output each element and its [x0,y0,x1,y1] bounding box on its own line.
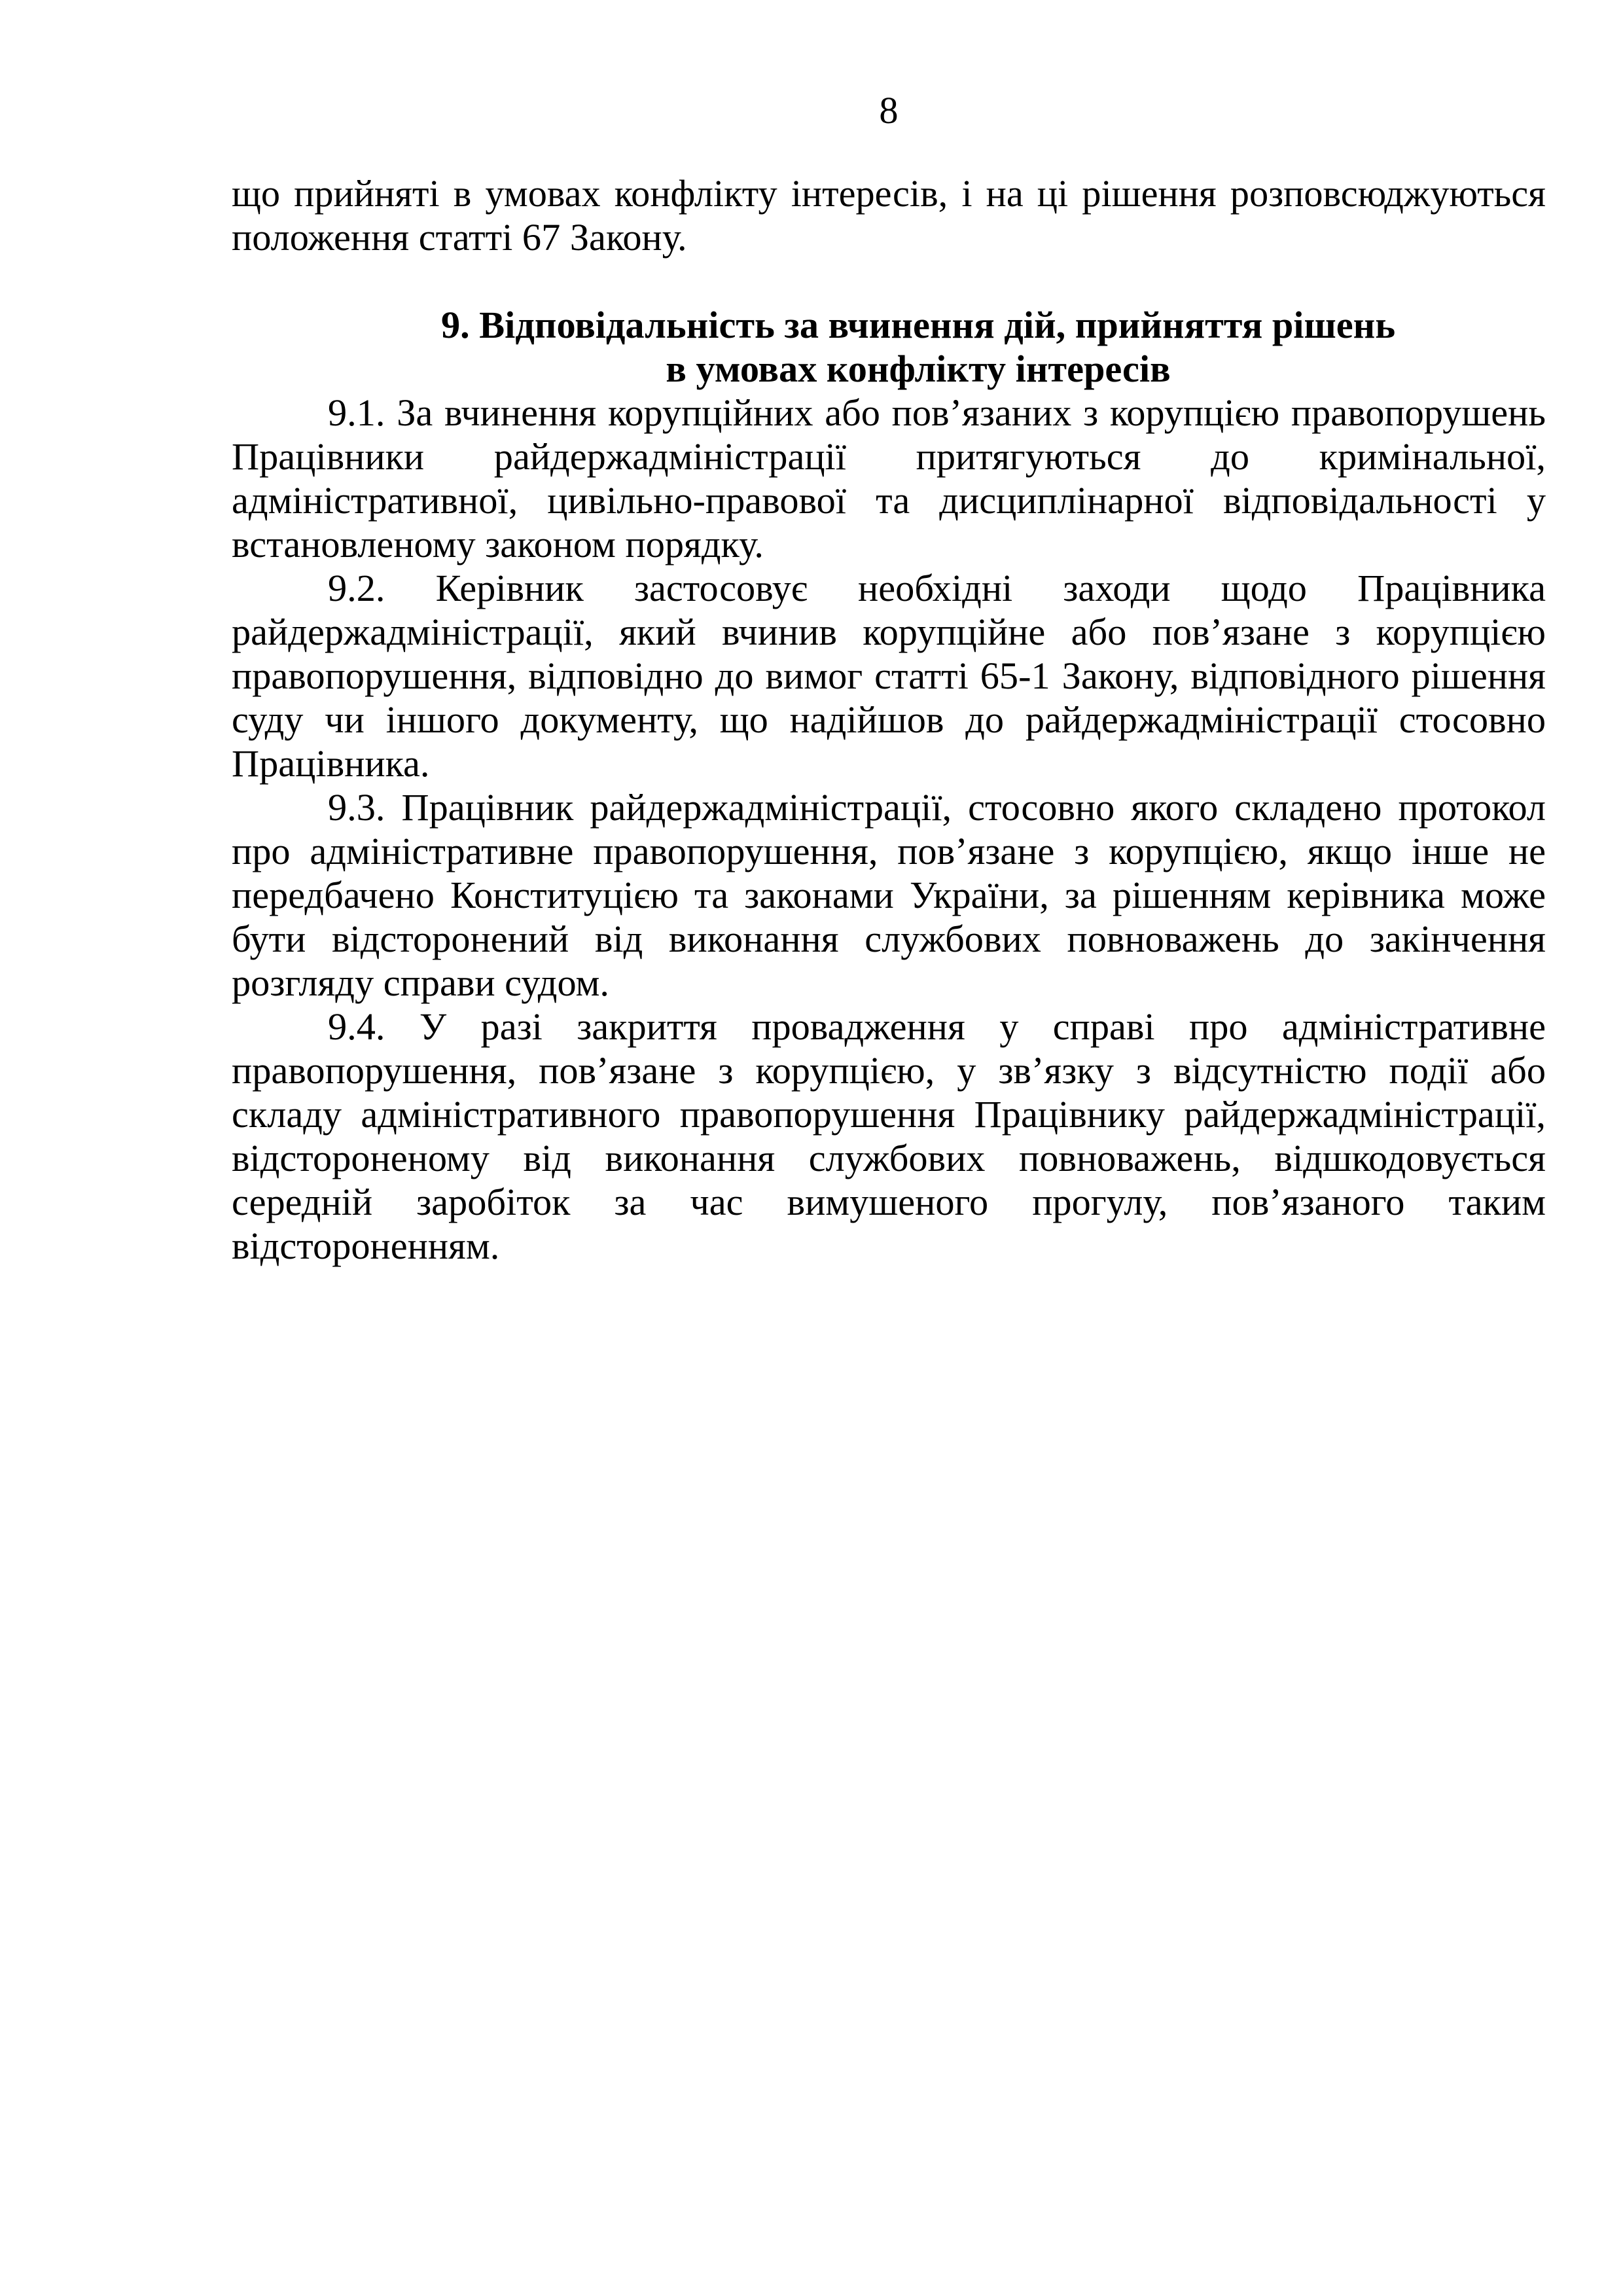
continuation-paragraph: що прийняті в умовах конфлікту інтересів, і на ці рішення розповсюджуються положення статті 67 Закону. [232,172,1546,259]
section-heading-line-1: 9. Відповідальність за вчинення дій, прийняття рішень [440,304,1396,346]
page-number: 8 [879,89,899,132]
paragraph-9-1: 9.1. За вчинення корупційних або пов’язаних з корупцією правопорушень Працівники райдержадміністрації притягуються до кримінальної, адміністративної, цивільно-правової та дисциплінарної відповідальності у встановленому законом порядку. [232,391,1546,565]
document-content [232,171,1546,1268]
section-heading [232,303,1546,391]
paragraph-9-3: 9.3. Працівник райдержадміністрації, стосовно якого складено протокол про адміністративне правопорушення, пов’язане з корупцією, якщо інше не передбачено Конституцією та законами України, за рішенням керівника може бути відсторонений від виконання службових повноважень до закінчення розгляду справи судом. [232,786,1546,1004]
paragraph-9-2: 9.2. Керівник застосовує необхідні заходи щодо Працівника райдержадміністрації, який вчинив корупційне або пов’язане з корупцією правопорушення, відповідно до вимог статті 65-1 Закону, відповідного рішення суду чи іншого документу, що надійшов до райдержадміністрації стосовно Працівника. [232,567,1546,785]
section-heading-line-2: в умовах конфлікту інтересів [666,348,1171,390]
paragraph-9-4: 9.4. У разі закриття провадження у справі про адміністративне правопорушення, пов’язане з корупцією, у зв’язку з відсутністю події або складу адміністративного правопорушення Працівнику райдержадміністрації, відстороненому від виконання службових повноважень, відшкодовується середній заробіток за час вимушеного прогулу, пов’язаного таким відстороненням. [232,1005,1546,1267]
